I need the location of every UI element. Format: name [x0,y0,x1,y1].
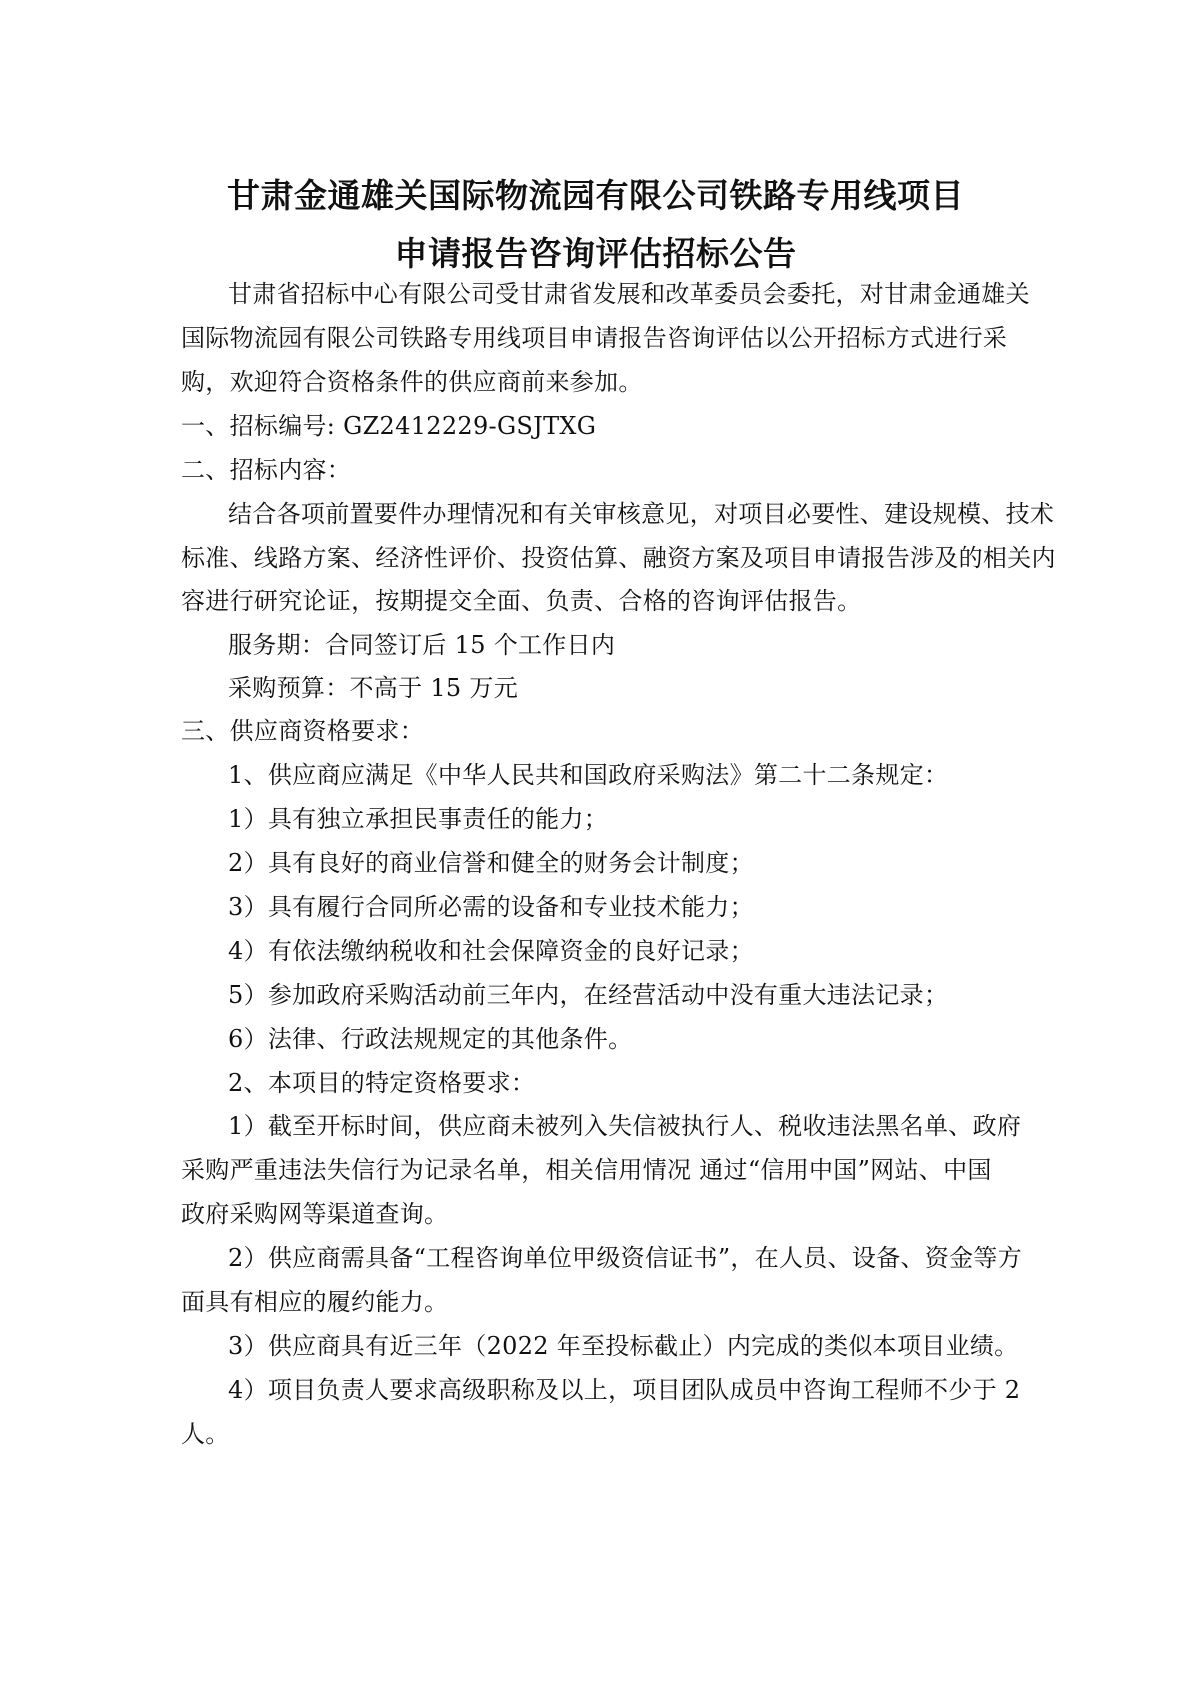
qualification-1: 1、供应商应满足《中华人民共和国政府采购法》第二十二条规定： [228,761,949,789]
content-line-2: 标准、线路方案、经济性评价、投资估算、融资方案及项目申请报告涉及的相关内 [181,544,1056,572]
qualification-1-item-1: 1）具有独立承担民事责任的能力； [228,805,609,833]
qualification-2-item-3: 3）供应商具有近三年（2022 年至投标截止）内完成的类似本项目业绩。 [228,1332,1019,1360]
section-heading-qualifications: 三、供应商资格要求： [181,717,424,745]
qualification-2-item-1-line-2: 采购严重违法失信行为记录名单，相关信用情况 通过“信用中国”网站、中国 [181,1156,992,1184]
intro-line-1: 甘肃省招标中心有限公司受甘肃省发展和改革委员会委托，对甘肃金通雄关 [228,280,1030,308]
qualification-1-item-3: 3）具有履行合同所必需的设备和专业技术能力； [228,893,754,921]
section-heading-content: 二、招标内容： [181,456,352,484]
qualification-1-item-6: 6）法律、行政法规规定的其他条件。 [228,1025,633,1053]
budget: 采购预算：不高于 15 万元 [228,674,518,702]
qualification-2-item-2-line-1: 2）供应商需具备“工程咨询单位甲级资信证书”，在人员、设备、资金等方 [228,1244,1023,1272]
title-line-1: 甘肃金通雄关国际物流园有限公司铁路专用线项目 [227,176,964,215]
qualification-2-item-4-line-2: 人。 [181,1420,230,1448]
qualification-2-item-1-line-1: 1）截至开标时间，供应商未被列入失信被执行人、税收违法黑名单、政府 [228,1112,1022,1140]
qualification-1-item-2: 2）具有良好的商业信誉和健全的财务会计制度； [228,849,754,877]
qualification-2-item-2-line-2: 面具有相应的履约能力。 [181,1288,449,1316]
section-heading-bid-number: 一、招标编号: GZ2412229-GSJTXG [181,412,597,440]
qualification-2: 2、本项目的特定资格要求： [228,1069,536,1097]
intro-line-2: 国际物流园有限公司铁路专用线项目申请报告咨询评估以公开招标方式进行采 [181,324,1008,352]
service-period: 服务期：合同签订后 15 个工作日内 [228,631,616,659]
title-line-2: 申请报告咨询评估招标公告 [394,234,797,273]
qualification-1-item-5: 5）参加政府采购活动前三年内，在经营活动中没有重大违法记录； [228,981,949,1009]
intro-line-3: 购，欢迎符合资格条件的供应商前来参加。 [181,368,643,396]
content-line-1: 结合各项前置要件办理情况和有关审核意见，对项目必要性、建设规模、技术 [228,500,1055,528]
content-line-3: 容进行研究论证，按期提交全面、负责、合格的咨询评估报告。 [181,587,862,615]
qualification-1-item-4: 4）有依法缴纳税收和社会保障资金的良好记录； [228,937,754,965]
qualification-2-item-1-line-3: 政府采购网等渠道查询。 [181,1200,449,1228]
qualification-2-item-4-line-1: 4）项目负责人要求高级职称及以上，项目团队成员中咨询工程师不少于 2 [228,1376,1021,1404]
